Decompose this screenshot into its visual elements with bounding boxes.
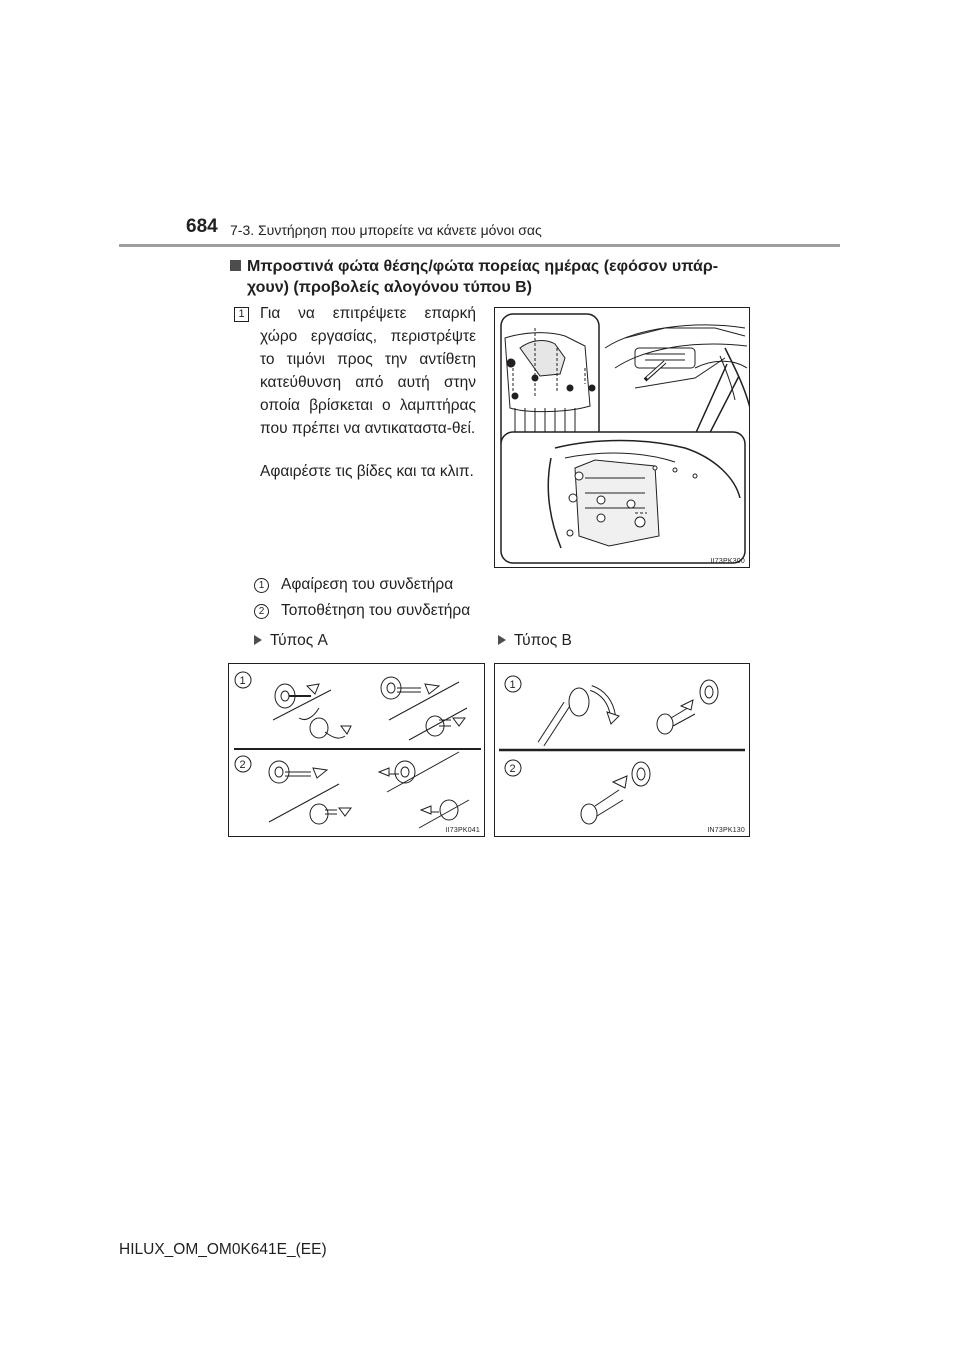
step-instruction-text: Για να επιτρέψετε επαρκή χώρο εργασίας, περιστρέψτε το τιμόνι προς την αντίθετη κατεύθυνση από αυτή στην οποία βρίσκεται ο λαμπτήρας που πρέπει να αντικαταστα-θεί. [260, 305, 476, 437]
section-heading [230, 256, 750, 298]
figure-code: II73PK300 [710, 558, 745, 565]
clip-type-b-figure [494, 663, 750, 837]
square-bullet-icon [230, 260, 241, 271]
page-number: 684 [186, 216, 218, 237]
triangle-bullet-icon [254, 635, 262, 645]
legend-item [254, 575, 453, 595]
legend-text: Αφαίρεση του συνδετήρα [281, 576, 454, 593]
clip-type-a-illustration [229, 664, 485, 837]
legend-item [254, 601, 470, 621]
section-title: 7-3. Συντήρηση που μπορείτε να κάνετε μόνοι σας [230, 222, 542, 238]
svg-text:2: 2 [509, 763, 516, 775]
document-code: HILUX_OM_OM0K641E_(EE) [119, 1241, 327, 1258]
heading-line-1: Μπροστινά φώτα θέσης/φώτα πορείας ημέρας (εφόσον υπάρ- [247, 258, 719, 275]
figure-code: II73PK041 [445, 827, 480, 834]
clip-type-b-illustration [495, 664, 750, 837]
svg-text:2: 2 [239, 759, 246, 771]
triangle-bullet-icon [498, 635, 506, 645]
clip-type-a-figure [228, 663, 485, 837]
figure-code: IN73PK130 [707, 827, 745, 834]
svg-text:1: 1 [509, 679, 516, 691]
heading-line-2: χουν) (προβολείς αλογόνου τύπου B) [247, 279, 532, 296]
headlight-illustration [495, 308, 750, 568]
legend-number: 1 [254, 578, 269, 593]
type-a-label: Τύπος A [254, 632, 328, 650]
legend-number: 2 [254, 604, 269, 619]
headlight-removal-figure [494, 307, 750, 568]
legend-text: Τοποθέτηση του συνδετήρα [281, 602, 471, 619]
header-divider [119, 244, 840, 247]
type-b-label: Τύπος B [498, 632, 572, 650]
svg-text:1: 1 [239, 675, 246, 687]
step-instruction-text-2: Αφαιρέστε τις βίδες και τα κλιπ. [260, 463, 474, 480]
step-number-badge: 1 [234, 307, 249, 322]
